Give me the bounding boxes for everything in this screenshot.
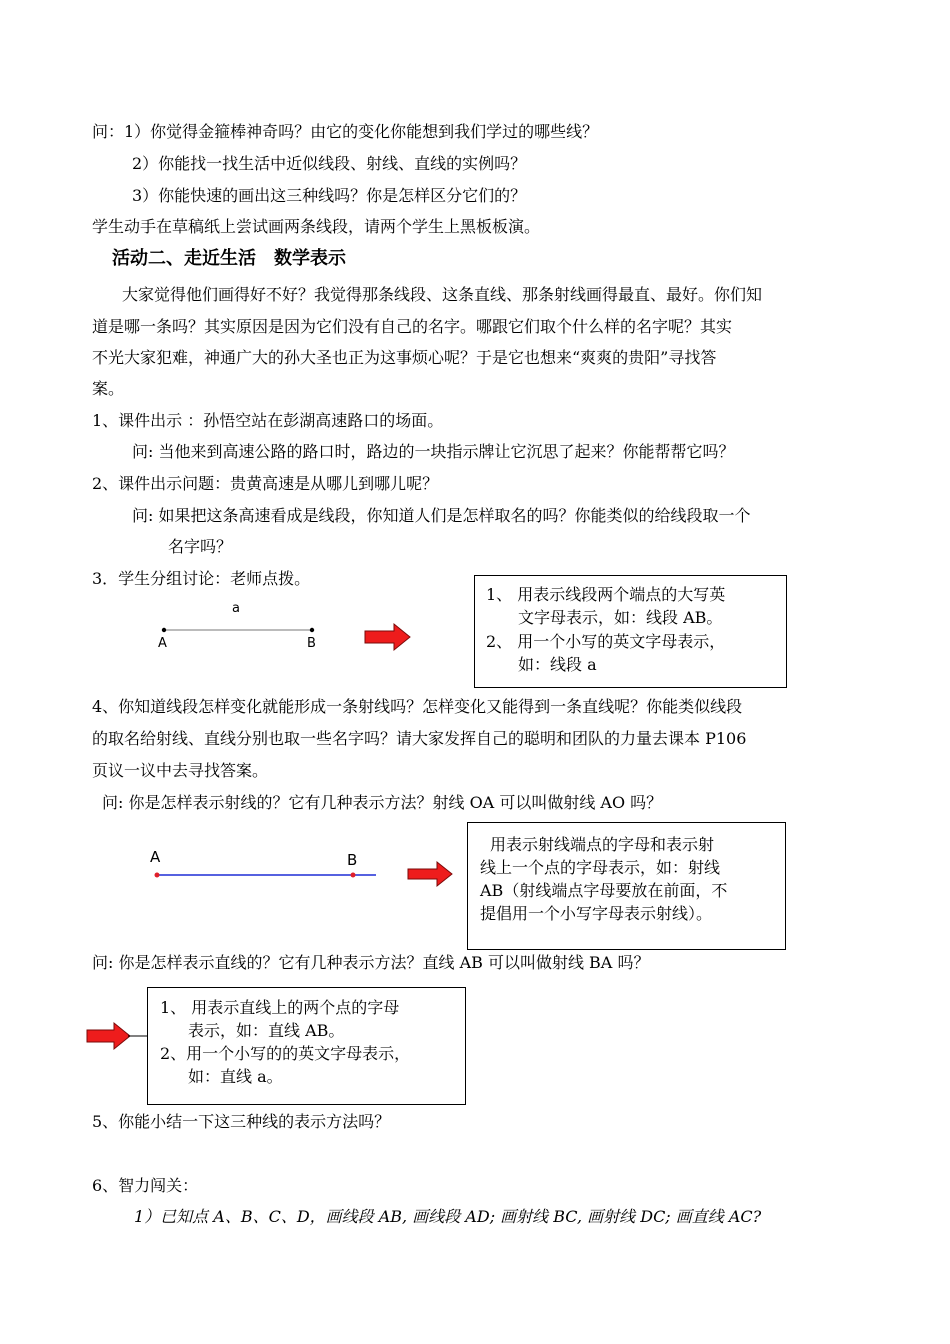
segment-box-line-4: 如：线段 a — [518, 655, 597, 674]
step-3: 3．学生分组讨论：老师点拨。 — [92, 569, 311, 588]
line-notation-box — [147, 987, 466, 1105]
arrow-icon — [407, 861, 455, 889]
segment-point-a — [162, 628, 166, 632]
segment-label-A: A — [158, 636, 167, 651]
step-1-question: 问: 当他来到高速公路的路口时，路边的一块指示牌让它沉思了起来？你能帮帮它吗？ — [132, 442, 735, 461]
line-box-line-3: 2、用一个小写的的英文字母表示， — [160, 1044, 411, 1063]
arrow-icon — [364, 623, 412, 653]
ray-point-b — [351, 873, 356, 878]
intro-question-2: 2）你能找一找生活中近似线段、射线、直线的实例吗？ — [132, 154, 527, 173]
step-2: 2、课件出示问题：贵黄高速是从哪儿到哪儿呢？ — [92, 474, 439, 493]
line-box-line-2: 表示，如：直线 AB。 — [188, 1021, 345, 1040]
step-4-line-2: 的取名给射线、直线分别也取一些名字吗？请大家发挥自己的聪明和团队的力量去课本 P106 — [92, 729, 747, 748]
step-6: 6、智力闯关： — [92, 1176, 199, 1195]
line-box-line-1: 1、 用表示直线上的两个点的字母 — [160, 998, 400, 1017]
ray-box-line-3: AB（射线端点字母要放在前面，不 — [480, 881, 728, 900]
story-line-4: 案。 — [92, 379, 125, 398]
step-5: 5、你能小结一下这三种线的表示方法吗？ — [92, 1112, 391, 1131]
segment-box-line-1: 1、 用表示线段两个端点的大写英 — [486, 585, 726, 604]
step-1: 1、课件出示 ：孙悟空站在彭湖高速路口的场面。 — [92, 411, 444, 430]
step-4-line-3: 页议一议中去寻找答案。 — [92, 761, 269, 780]
ray-figure — [150, 868, 390, 882]
intro-question-3: 3）你能快速的画出这三种线吗？你是怎样区分它们的？ — [132, 186, 527, 205]
segment-box-line-2: 文字母表示，如：线段 AB。 — [518, 608, 723, 627]
segment-notation-box — [474, 575, 787, 688]
story-line-2: 道是哪一条吗？其实原因是因为它们没有自己的名字。哪跟它们取个什么样的名字呢？其实 — [92, 317, 733, 336]
ray-box-line-2: 线上一个点的字母表示，如：射线 — [480, 858, 721, 877]
line-question: 问: 你是怎样表示直线的？它有几种表示方法？直线 AB 可以叫做射线 BA 吗？ — [92, 953, 650, 972]
ray-box-line-1: 用表示射线端点的字母和表示射 — [490, 835, 715, 854]
activity-title: 活动二、走近生活 数学表示 — [112, 248, 346, 269]
segment-figure — [150, 620, 350, 640]
arrow-icon — [86, 1023, 134, 1051]
ray-label-A: A — [150, 848, 161, 866]
intro-question-1: 问：1）你觉得金箍棒神奇吗？由它的变化你能想到我们学过的哪些线？ — [92, 122, 599, 141]
step-4-line-1: 4、你知道线段怎样变化就能形成一条射线吗？怎样变化又能得到一条直线呢？你能类似线段 — [92, 697, 743, 716]
ray-notation-box — [467, 822, 786, 950]
segment-label-a: a — [232, 601, 240, 616]
ray-question: 问: 你是怎样表示射线的？它有几种表示方法？射线 OA 可以叫做射线 AO 吗？ — [102, 793, 663, 812]
ray-label-B: B — [347, 851, 358, 869]
story-line-3: 不光大家犯难，神通广大的孙大圣也正为这事烦心呢？于是它也想来“爽爽的贵阳”寻找答 — [92, 348, 717, 367]
ray-point-a — [155, 873, 160, 878]
ray-box-line-4: 提倡用一个小写字母表示射线）。 — [480, 904, 713, 923]
connector-line — [128, 1034, 148, 1038]
segment-point-b — [310, 628, 314, 632]
segment-label-B: B — [307, 636, 316, 651]
student-action: 学生动手在草稿纸上尝试画两条线段，请两个学生上黑板板演。 — [92, 217, 541, 236]
segment-box-line-3: 2、 用一个小写的英文字母表示， — [486, 632, 726, 651]
story-line-1: 大家觉得他们画得好不好？我觉得那条线段、这条直线、那条射线画得最直、最好。你们知 — [122, 285, 763, 304]
step-2-question-line-1: 问: 如果把这条高速看成是线段，你知道人们是怎样取名的吗？你能类似的给线段取一个 — [132, 506, 751, 525]
step-2-question-line-2: 名字吗？ — [168, 537, 233, 556]
line-box-line-4: 如：直线 a。 — [188, 1067, 283, 1086]
step-6-sub: 1）已知点 A、B、C、D，画线段 AB, 画线段 AD; 画射线 BC, 画射线 DC; 画直线 AC? — [134, 1207, 762, 1226]
